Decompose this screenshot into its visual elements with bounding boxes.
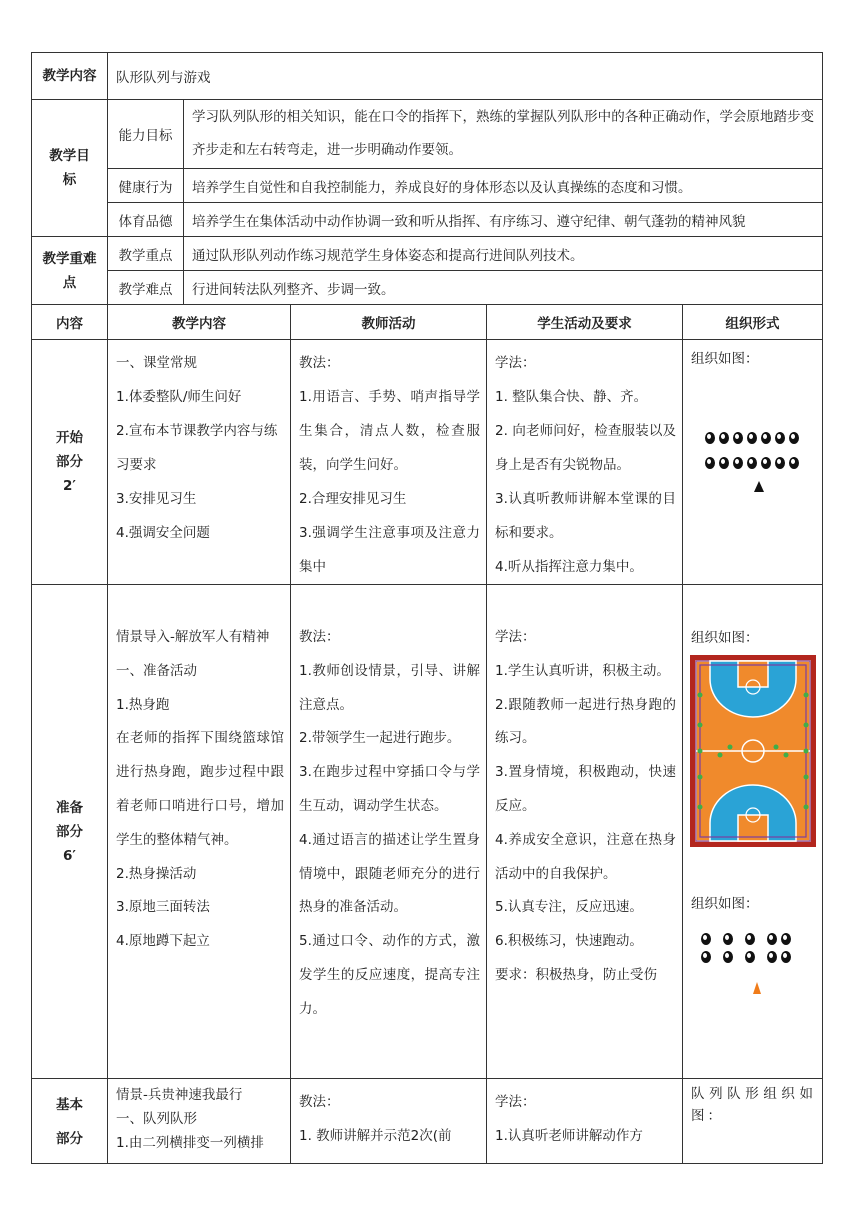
- row-goal-ability: [32, 100, 823, 169]
- content-label: 教学内容: [42, 68, 97, 84]
- prep-org-label-2: 组织如图：: [691, 896, 759, 912]
- prep-student-item: 6.积极练习，快速跑动。: [495, 933, 643, 950]
- key-text-focus: 通过队形队列动作练习规范学生身体姿态和提高行进间队列技术。: [184, 237, 823, 271]
- prep-student-item: 5.认真专注，反应迅速。: [495, 899, 643, 916]
- student-icon: [767, 951, 777, 963]
- start-student: [487, 340, 683, 585]
- goal-label-health: 健康行为: [108, 169, 184, 203]
- student-icon: [747, 432, 757, 444]
- label-key: [32, 237, 108, 305]
- row-start-section: [32, 340, 823, 585]
- row-goal-health: [32, 169, 823, 203]
- prep-teacher-item: 1.教师创设情景，引导、讲解注意点。: [299, 662, 480, 713]
- goal-ability-text: 学习队列队形的相关知识，能在口令的指挥下，熟练的掌握队列队形中的各种正确动作，学会原地踏步变齐步走和左右转弯走，进一步明确动作要领。: [192, 109, 815, 158]
- start-org-label: 组织如图：: [691, 351, 759, 367]
- col-header-section: 内容: [32, 305, 108, 340]
- student-icon: [789, 432, 799, 444]
- prep-student-item: 要求：积极热身，防止受伤: [495, 966, 657, 983]
- student-icon: [733, 432, 743, 444]
- student-icon: [719, 432, 729, 444]
- basic-student: [487, 1079, 683, 1164]
- prep-content-item: 情景导入-解放军人有精神: [116, 629, 270, 645]
- row-goal-morality: [32, 203, 823, 237]
- student-icon: [761, 432, 771, 444]
- start-student-item: 3.认真听教师讲解本堂课的目标和要求。: [495, 491, 676, 541]
- start-student-item: 4.听从指挥注意力集中。: [495, 559, 643, 575]
- lesson-plan-table: [31, 52, 823, 1164]
- goals-label: 教学目标: [49, 148, 90, 188]
- key-label: 教学重难点: [42, 250, 97, 291]
- start-content: [108, 340, 291, 585]
- start-content-item: 1.体委整队/师生问好: [116, 389, 242, 405]
- basic-teacher-item: 1. 教师讲解并示范2次(前: [299, 1128, 452, 1144]
- prep-student-item: 学法：: [495, 629, 536, 645]
- prep-student-item: 1.学生认真听讲，积极主动。: [495, 662, 670, 679]
- start-teacher-item: 3.强调学生注意事项及注意力集中: [299, 525, 480, 575]
- student-icon: [745, 951, 755, 963]
- start-student-item: 2. 向老师问好，检查服装以及身上是否有尖锐物品。: [495, 423, 676, 473]
- basic-org-label: 队列队形组织如图：: [691, 1086, 817, 1124]
- col-header-content: 教学内容: [108, 305, 291, 340]
- label-prep: [32, 585, 108, 1079]
- col-header-student: 学生活动及要求: [487, 305, 683, 340]
- row-key-point: [32, 237, 823, 271]
- prep-teacher-item: 教法：: [299, 629, 340, 645]
- student-icon: [775, 457, 785, 469]
- prep-content-item: 3.原地三面转法: [116, 899, 210, 916]
- start-student-item: 1. 整队集合快、静、齐。: [495, 389, 648, 405]
- prep-content-item: 1.热身跑: [116, 696, 170, 713]
- prep-teacher-item: 2.带领学生一起进行跑步。: [299, 730, 461, 747]
- start-org: [683, 340, 823, 585]
- row-difficulty: [32, 271, 823, 305]
- basic-content-item: 情景-兵贵神速我最行: [116, 1087, 243, 1103]
- goal-label-morality: 体育品德: [108, 203, 184, 237]
- label-start: [32, 340, 108, 585]
- prep-label-line2: 部分: [56, 823, 83, 840]
- col-header-org: 组织形式: [683, 305, 823, 340]
- row-basic-section: [32, 1079, 823, 1164]
- prep-content-item: 2.热身操活动: [116, 865, 197, 882]
- start-label-duration: 2′: [63, 478, 76, 494]
- goal-text-ability: [184, 100, 823, 169]
- label-content: [32, 53, 108, 100]
- start-formation: [703, 432, 822, 493]
- prep-teacher: [291, 585, 487, 1079]
- prep-formation: [699, 933, 822, 995]
- basic-student-item: 1.认真听老师讲解动作方: [495, 1128, 643, 1144]
- key-text-difficulty: 行进间转法队列整齐、步调一致。: [184, 271, 823, 305]
- student-icon: [701, 951, 711, 963]
- row-prep-section: [32, 585, 823, 1079]
- basic-student-item: 学法：: [495, 1094, 536, 1110]
- prep-org: [683, 585, 823, 1079]
- student-icon: [747, 457, 757, 469]
- student-icon: [701, 933, 711, 945]
- label-goals: [32, 100, 108, 237]
- student-icon: [775, 432, 785, 444]
- prep-content-item: 在老师的指挥下围绕篮球馆进行热身跑，跑步过程中跟着老师口哨进行口号，增加学生的整体精气神。: [116, 730, 284, 848]
- basic-label-line2: 部分: [56, 1131, 83, 1147]
- row-content: [32, 53, 823, 100]
- start-teacher: [291, 340, 487, 585]
- start-content-item: 4.强调安全问题: [116, 525, 210, 541]
- prep-student-item: 2.跟随教师一起进行热身跑的练习。: [495, 696, 676, 747]
- prep-teacher-item: 3.在跑步过程中穿插口令与学生互动，调动学生状态。: [299, 764, 480, 814]
- basic-content-item: 一、队列队形: [116, 1111, 197, 1127]
- basic-teacher-item: 教法：: [299, 1094, 340, 1110]
- student-icon: [767, 933, 777, 945]
- formation-row: [703, 432, 822, 448]
- start-content-item: 2.宣布本节课教学内容与练习要求: [116, 423, 278, 473]
- prep-content-item: 4.原地蹲下起立: [116, 933, 210, 950]
- prep-student-item: 4.养成安全意识，注意在热身活动中的自我保护。: [495, 831, 676, 882]
- start-teacher-item: 教法：: [299, 355, 340, 371]
- label-basic: [32, 1079, 108, 1164]
- goal-text-health: 培养学生自觉性和自我控制能力，养成良好的身体形态以及认真操练的态度和习惯。: [184, 169, 823, 203]
- prep-teacher-item: 5.通过口令、动作的方式，激发学生的反应速度，提高专注力。: [299, 933, 480, 1017]
- content-value: 队形队列与游戏: [108, 53, 823, 100]
- goal-label-ability: 能力目标: [108, 100, 184, 169]
- basic-teacher: [291, 1079, 487, 1164]
- student-icon: [781, 951, 791, 963]
- student-icon: [781, 933, 791, 945]
- start-content-item: 一、课堂常规: [116, 355, 197, 371]
- prep-student: [487, 585, 683, 1079]
- start-student-item: 学法：: [495, 355, 536, 371]
- col-header-teacher: 教师活动: [291, 305, 487, 340]
- student-icon: [745, 933, 755, 945]
- formation-row: [699, 951, 822, 967]
- basic-content-item: 1.由二列横排变一列横排: [116, 1135, 264, 1151]
- student-icon: [719, 457, 729, 469]
- prep-content: [108, 585, 291, 1079]
- goal-text-morality: 培养学生在集体活动中动作协调一致和听从指挥、有序练习、遵守纪律、朝气蓬勃的精神风貌: [184, 203, 823, 237]
- row-column-headers: [32, 305, 823, 340]
- teacher-triangle-icon: [752, 479, 766, 493]
- basic-content: [108, 1079, 291, 1164]
- start-label-line1: 开始: [56, 430, 83, 446]
- key-label-difficulty: 教学难点: [108, 271, 184, 305]
- basketball-court-diagram: [690, 655, 816, 847]
- prep-student-item: 3.置身情境，积极跑动，快速反应。: [495, 764, 676, 814]
- prep-label-duration: 6′: [63, 847, 76, 864]
- basic-label-line1: 基本: [56, 1097, 83, 1113]
- student-icon: [789, 457, 799, 469]
- prep-content-item: 一、准备活动: [116, 662, 197, 679]
- student-icon: [705, 457, 715, 469]
- start-teacher-item: 2.合理安排见习生: [299, 491, 407, 507]
- student-icon: [761, 457, 771, 469]
- start-label-line2: 部分: [56, 454, 83, 470]
- student-icon: [733, 457, 743, 469]
- start-teacher-item: 1.用语言、手势、哨声指导学生集合，清点人数，检查服装，向学生问好。: [299, 389, 480, 473]
- student-icon: [705, 432, 715, 444]
- prep-org-label-1: 组织如图：: [691, 630, 759, 646]
- basic-org: [683, 1079, 823, 1164]
- formation-row: [699, 933, 822, 949]
- prep-teacher-item: 4.通过语言的描述让学生置身情境中，跟随老师充分的进行热身的准备活动。: [299, 831, 480, 916]
- start-content-item: 3.安排见习生: [116, 491, 197, 507]
- student-icon: [723, 933, 733, 945]
- lesson-plan-document: [31, 52, 822, 1156]
- cone-icon: [751, 981, 763, 995]
- key-label-focus: 教学重点: [108, 237, 184, 271]
- prep-label-line1: 准备: [56, 799, 83, 816]
- formation-row: [703, 457, 822, 473]
- student-icon: [723, 951, 733, 963]
